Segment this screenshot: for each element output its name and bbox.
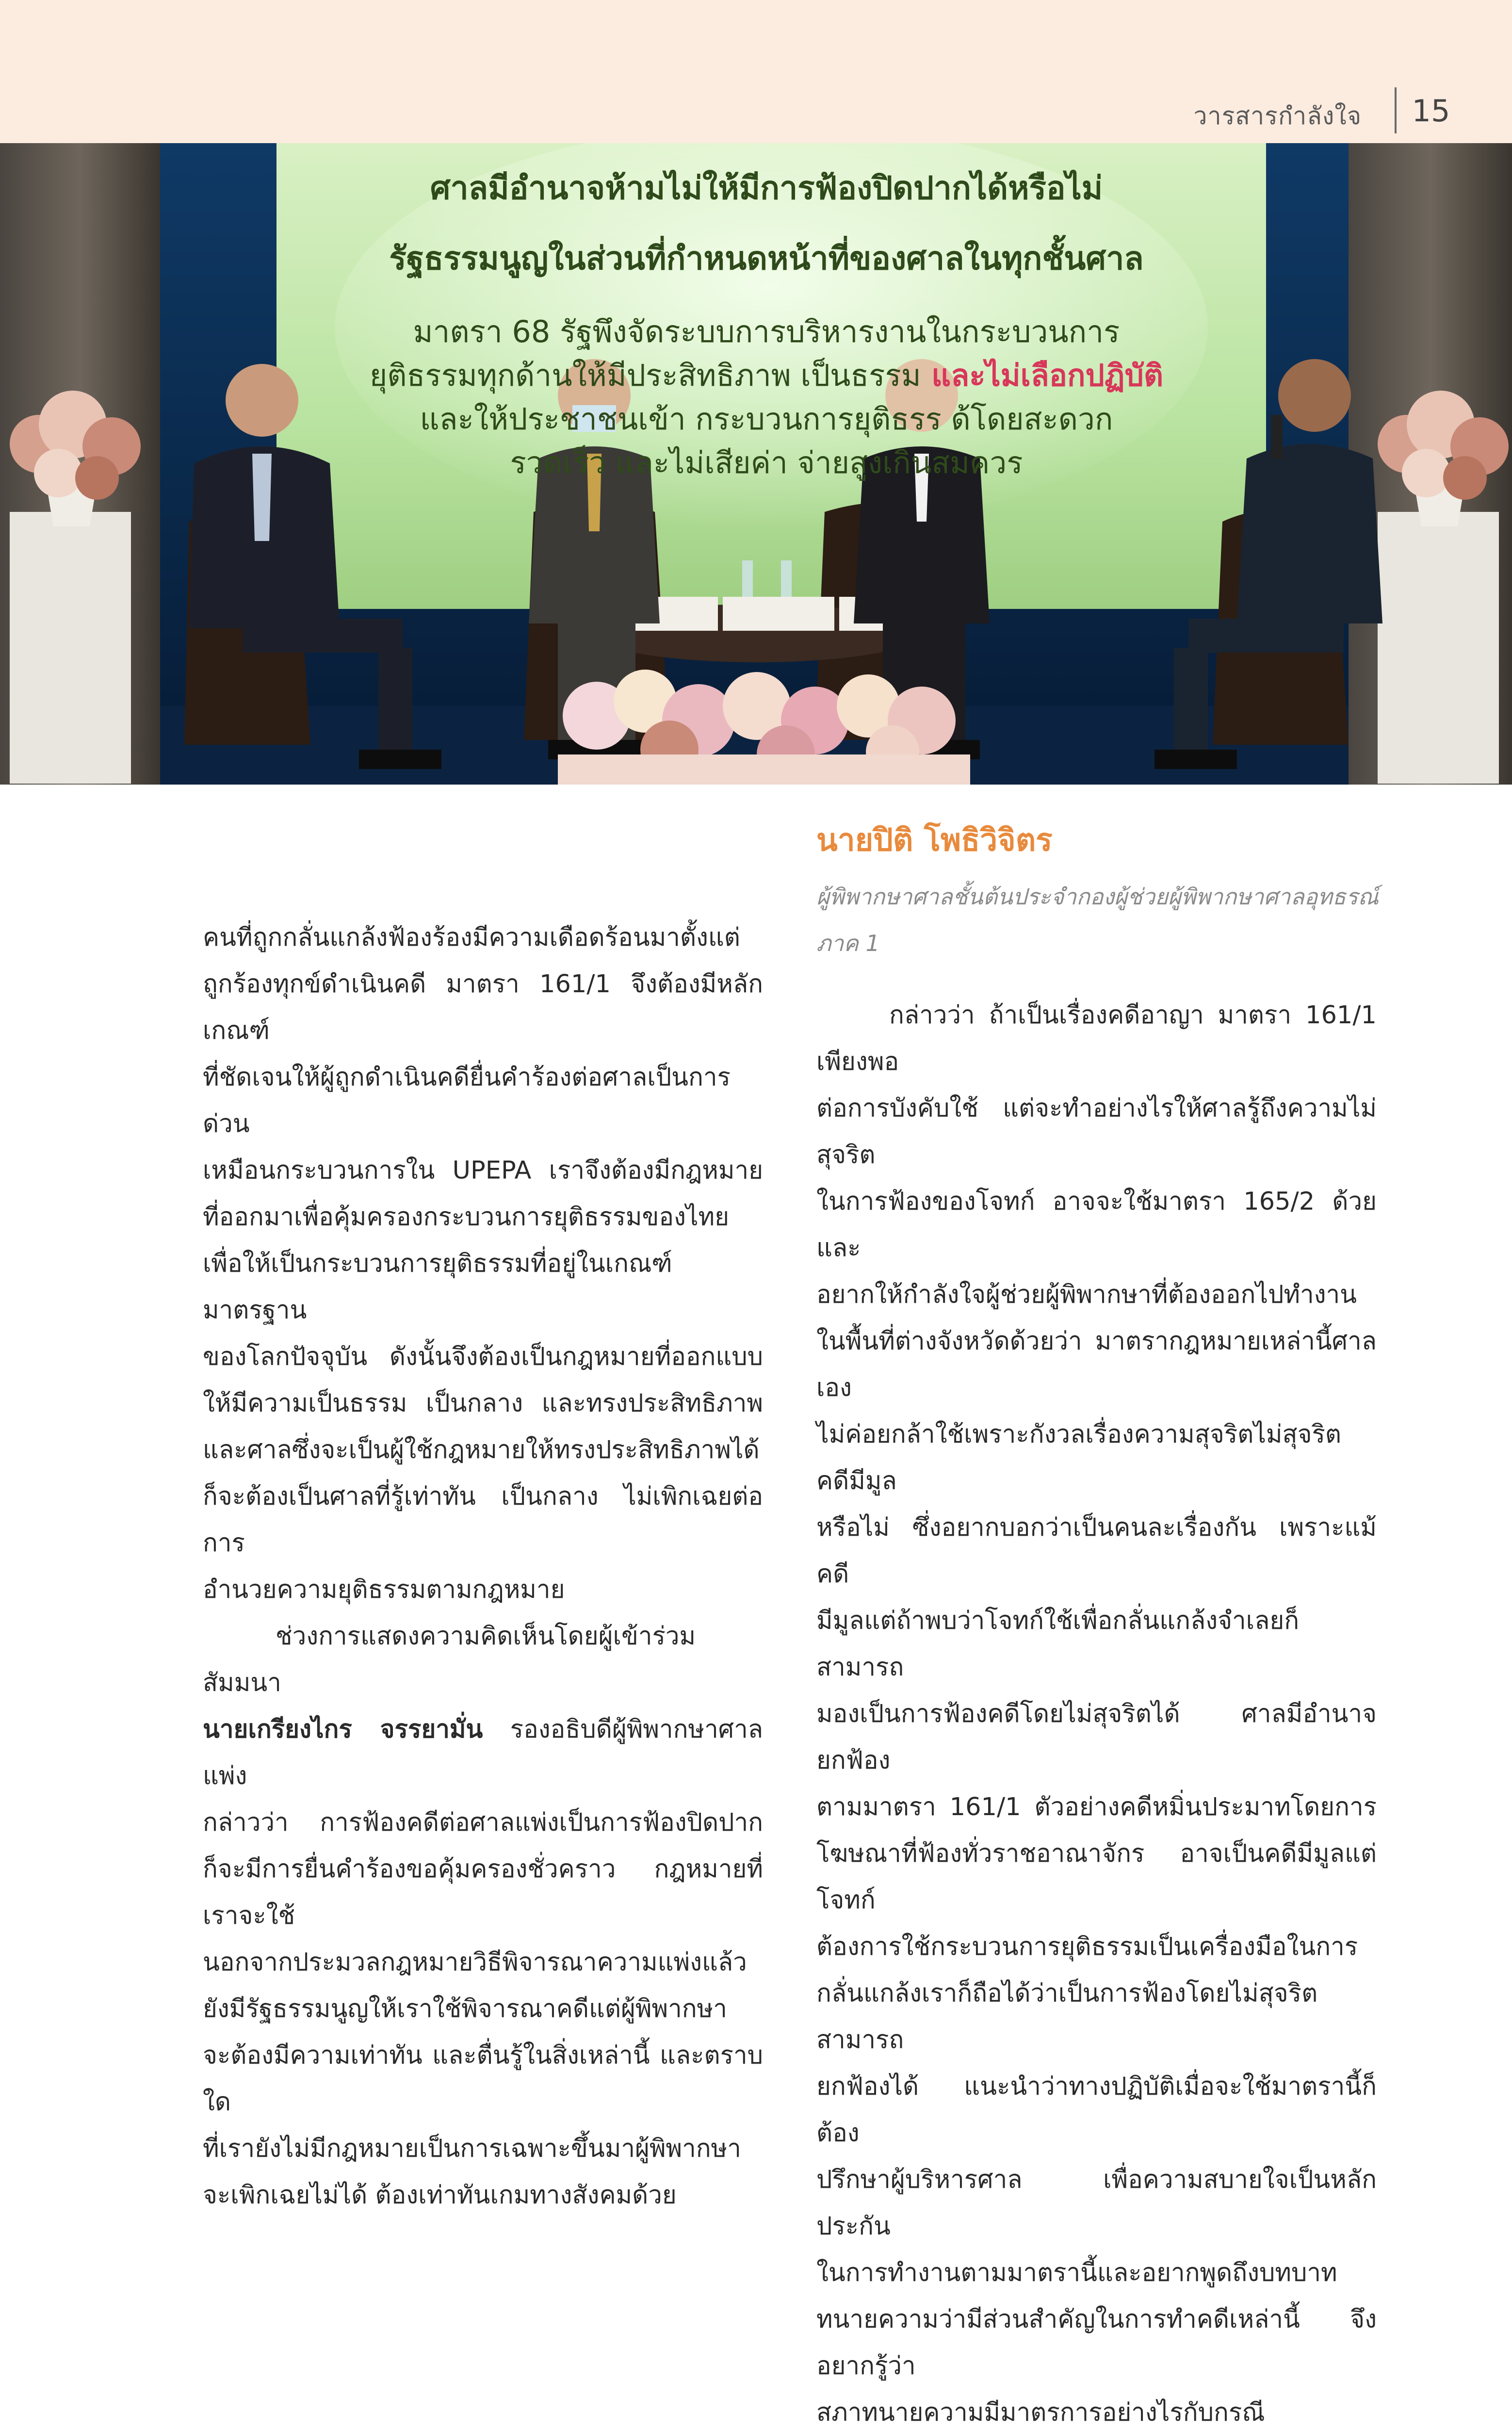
left-column <box>203 915 763 2219</box>
slide-body-line-2 <box>272 352 1261 399</box>
speaker-name: นายปิติ โพธิวิจิตร <box>816 822 1053 858</box>
speaker-role-line-2: ภาค 1 <box>816 930 880 956</box>
left-para2-line-1: กล่าวว่า การฟ้องคดีต่อศาลแพ่งเป็นการฟ้องปิดปาก <box>203 1808 763 1837</box>
right-line-10: ตามมาตรา 161/1 ตัวอย่างคดีหมิ่นประมาทโดยการ <box>816 1793 1377 1821</box>
right-line-3: ในการฟ้องของโจทก์ อาจจะใช้มาตรา 165/2 ด้วยและ <box>816 1187 1377 1262</box>
left-para2-line-5: จะต้องมีความเท่าทัน และตื่นรู้ในสิ่งเหล่านี้ และตราบใด <box>203 2041 763 2116</box>
left-para2-line-6: ที่เรายังไม่มีกฎหมายเป็นการเฉพาะขึ้นมาผู้พิพากษา <box>203 2134 741 2163</box>
right-line-12: ต้องการใช้กระบวนการยุติธรรมเป็นเครื่องมือในการ <box>816 1933 1358 1961</box>
right-line-16: ในการทำงานตามมาตรานี้และอยากพูดถึงบทบาท <box>816 2259 1337 2287</box>
left-line-5: ที่ออกมาเพื่อคุ้มครองกระบวนการยุติธรรมของไทย <box>203 1203 729 1231</box>
left-para2-line-2: ก็จะมีการยื่นคำร้องขอคุ้มครองชั่วคราว กฎหมายที่เราจะใช้ <box>203 1855 763 1930</box>
commenter-name: นายเกรียงไกร จรรยามั่น <box>203 1715 483 1744</box>
speaker-role-line-1: ผู้พิพากษาศาลชั้นต้นประจำกองผู้ช่วยผู้พิพากษาศาลอุทธรณ์ <box>816 884 1379 910</box>
slide-body-line-1: มาตรา 68 รัฐพึงจัดระบบการบริหารงานในกระบวนการ <box>413 314 1120 349</box>
left-line-10: ก็จะต้องเป็นศาลที่รู้เท่าทัน เป็นกลาง ไม่เพิกเฉยต่อการ <box>203 1482 763 1557</box>
left-line-1: คนที่ถูกกลั่นแกล้งฟ้องร้องมีความเดือดร้อนมาตั้งแต่ <box>203 923 740 952</box>
right-line-7: หรือไม่ ซึ่งอยากบอกว่าเป็นคนละเรื่องกัน เพราะแม้คดี <box>816 1513 1377 1589</box>
magazine-title: วารสารกำลังใจ <box>1193 102 1362 130</box>
slide-title-line-2: รัฐธรรมนูญในส่วนที่กำหนดหน้าที่ของศาลในทุกชั้นศาล <box>389 240 1144 277</box>
right-line-5: ในพื้นที่ต่างจังหวัดด้วยว่า มาตรากฎหมายเหล่านี้ศาลเอง <box>816 1327 1377 1402</box>
left-line-8: ให้มีความเป็นธรรม เป็นกลาง และทรงประสิทธิภาพ <box>203 1389 763 1418</box>
right-line-14: ยกฟ้องได้ แนะนำว่าทางปฏิบัติเมื่อจะใช้มาตรานี้ก็ต้อง <box>816 2072 1377 2147</box>
right-line-9: มองเป็นการฟ้องคดีโดยไม่สุจริตได้ ศาลมีอำนาจยกฟ้อง <box>816 1700 1377 1775</box>
left-line-9: และศาลซึ่งจะเป็นผู้ใช้กฎหมายให้ทรงประสิทธิภาพได้ <box>203 1436 760 1464</box>
left-line-3: ที่ชัดเจนให้ผู้ถูกดำเนินคดียื่นคำร้องต่อศาลเป็นการด่วน <box>203 1063 731 1138</box>
right-line-15: ปรึกษาผู้บริหารศาล เพื่อความสบายใจเป็นหลักประกัน <box>816 2165 1377 2241</box>
left-para2-line-7: จะเพิกเฉยไม่ได้ ต้องเท่าทันเกมทางสังคมด้วย <box>203 2181 677 2210</box>
left-line-2: ถูกร้องทุกข์ดำเนินคดี มาตรา 161/1 จึงต้องมีหลักเกณฑ์ <box>203 970 763 1045</box>
right-line-17: ทนายความว่ามีส่วนสำคัญในการทำคดีเหล่านี้ จึงอยากรู้ว่า <box>816 2305 1377 2380</box>
right-line-18: สภาทนายความมีมาตรการอย่างไรกับกรณี <box>816 2398 1265 2426</box>
page-header <box>0 0 1512 143</box>
right-flower-vase <box>1378 391 1509 784</box>
right-line-6: ไม่ค่อยกล้าใช้เพราะกังวลเรื่องความสุจริตไม่สุจริต คดีมีมูล <box>816 1420 1342 1495</box>
slide-body-line-2-a: ยุติธรรมทุกด้านให้มีประสิทธิภาพ เป็นธรรม <box>369 358 921 393</box>
right-line-4: อยากให้กำลังใจผู้ช่วยผู้พิพากษาที่ต้องออกไปทำงาน <box>816 1280 1357 1309</box>
right-line-8: มีมูลแต่ถ้าพบว่าโจทก์ใช้เพื่อกลั่นแกล้งจำเลยก็สามารถ <box>816 1606 1300 1682</box>
left-line-6: เพื่อให้เป็นกระบวนการยุติธรรมที่อยู่ในเกณฑ์มาตรฐาน <box>203 1249 672 1325</box>
left-para2-name-line <box>203 1706 763 1800</box>
slide-body-line-4: รวดเร็ว และไม่เสียค่า จ่ายสูงเกินสมควร <box>510 445 1023 480</box>
right-line-11: โฆษณาที่ฟ้องทั่วราชอาณาจักร อาจเป็นคดีมีมูลแต่โจทก์ <box>816 1839 1377 1915</box>
right-column <box>816 992 1377 2426</box>
page-number: 15 <box>1412 93 1450 129</box>
left-line-11: อำนวยความยุติธรรมตามกฎหมาย <box>203 1575 565 1604</box>
right-line-1: กล่าวว่า ถ้าเป็นเรื่องคดีอาญา มาตรา 161/1 เพียงพอ <box>816 1001 1377 1076</box>
slide-title-line-1: ศาลมีอำนาจห้ามไม่ให้มีการฟ้องปิดปากได้หรือไม่ <box>430 169 1103 207</box>
slide-body-line-2-highlight: และไม่เลือกปฏิบัติ <box>921 358 1164 393</box>
header-separator <box>1395 87 1397 133</box>
left-para2-line-3: นอกจากประมวลกฎหมายวิธีพิจารณาความแพ่งแล้ว <box>203 1948 747 1977</box>
left-para2-first-line: ช่วงการแสดงความคิดเห็นโดยผู้เข้าร่วมสัมมนา <box>203 1622 696 1697</box>
left-flower-vase <box>10 391 141 784</box>
commenter-title: รองอธิบดีผู้พิพากษาศาลแพ่ง <box>203 1715 764 1790</box>
left-para2-line-4: ยังมีรัฐธรรมนูญให้เราใช้พิจารณาคดีแต่ผู้พิพากษา <box>203 1995 727 2023</box>
slide-body-line-3: และให้ประชาชนเข้า กระบวนการยุติธรร ด้โดยสะดวก <box>420 401 1113 437</box>
right-line-2: ต่อการบังคับใช้ แต่จะทำอย่างไรให้ศาลรู้ถึงความไม่สุจริต <box>816 1094 1377 1169</box>
left-line-4: เหมือนกระบวนการใน UPEPA เราจึงต้องมีกฎหมาย <box>203 1156 763 1185</box>
right-line-13: กลั่นแกล้งเราก็ถือได้ว่าเป็นการฟ้องโดยไม่สุจริตสามารถ <box>816 1979 1318 2054</box>
speaker-role <box>816 873 1379 967</box>
left-line-7: ของโลกปัจจุบัน ดังนั้นจึงต้องเป็นกฎหมายที่ออกแบบ <box>203 1343 763 1371</box>
